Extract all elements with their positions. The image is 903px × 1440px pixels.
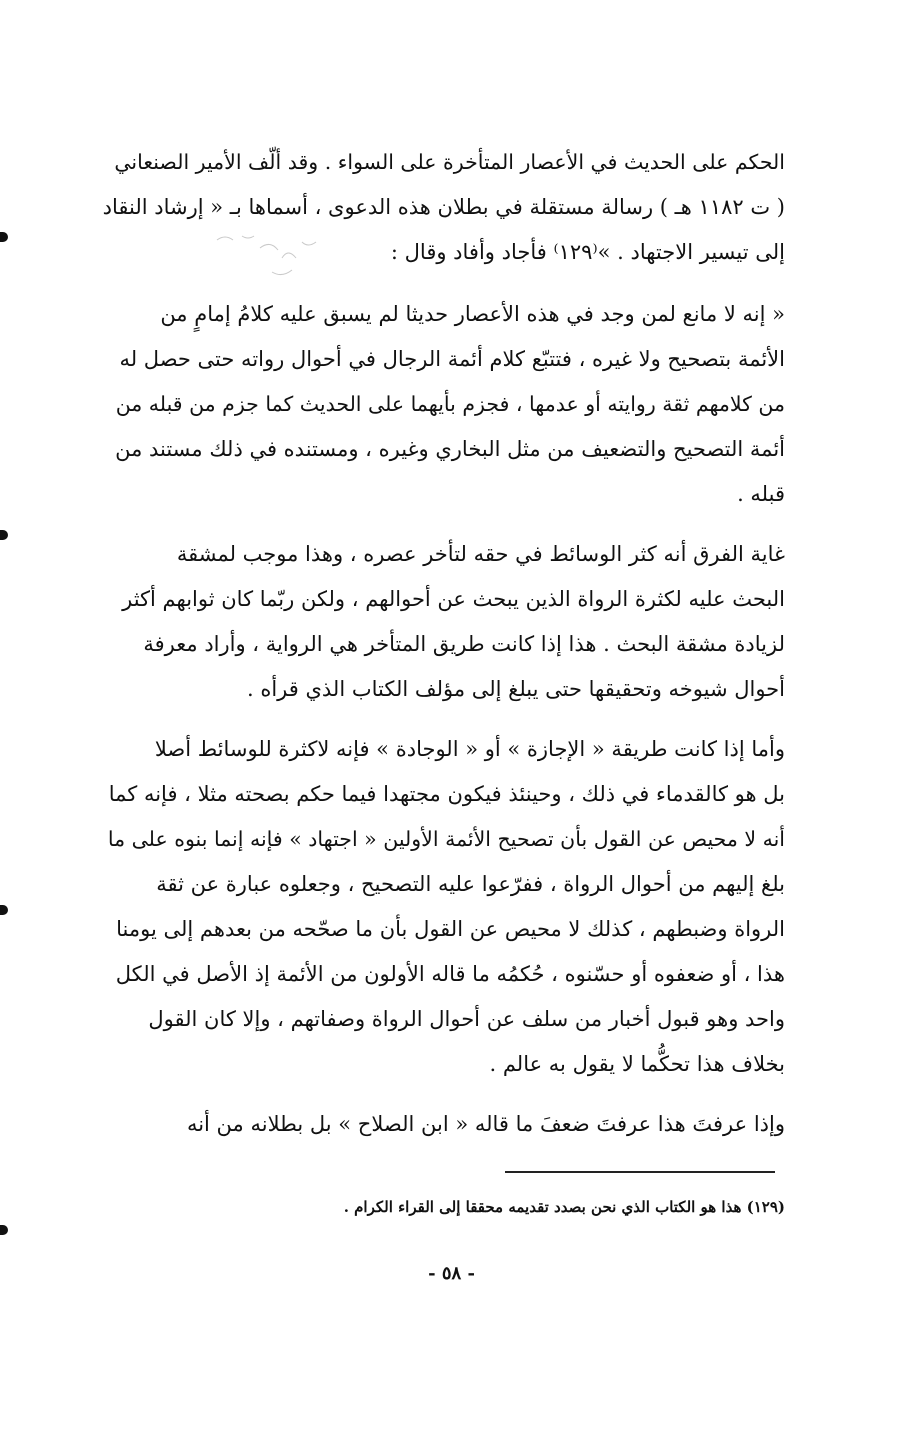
text-line: الحكم على الحديث في الأعصار المتأخرة على السواء . وقد ألّف الأمير الصنعاني bbox=[114, 150, 785, 174]
footnote: (١٢٩) هذا هو الكتاب الذي نحن بصدد تقديمه محققا إلى القراء الكرام . bbox=[343, 1198, 785, 1216]
text-line: لزيادة مشقة البحث . هذا إذا كانت طريق المتأخر هي الرواية ، وأراد معرفة bbox=[143, 632, 785, 656]
text-line: ( ت ١١٨٢ هـ ) رسالة مستقلة في بطلان هذه الدعوى ، أسماها بـ « إرشاد النقاد bbox=[102, 195, 785, 219]
text-line: أحوال شيوخه وتحقيقها حتى يبلغ إلى مؤلف الكتاب الذي قرأه . bbox=[246, 677, 785, 701]
text-line: « إنه لا مانع لمن وجد في هذه الأعصار حديثا لم يسبق عليه كلامُ إمامٍ من bbox=[160, 302, 785, 326]
edge-mark bbox=[0, 905, 8, 915]
text-line: الرواة وضبطهم ، كذلك لا محيص عن القول بأن ما صحّحه من بعدهم إلى يومنا bbox=[116, 917, 785, 941]
edge-mark bbox=[0, 530, 8, 540]
text-line: هذا ، أو ضعفوه أو حسّنوه ، حُكمُه ما قاله الأولون من الأئمة إذ الأصل في الكل bbox=[115, 962, 785, 986]
text-line: بخلاف هذا تحكُّما لا يقول به عالم . bbox=[489, 1052, 785, 1076]
text-line: الأئمة بتصحيح ولا غيره ، فتتبّع كلام أئمة الرجال في أحوال رواته حتى حصل له bbox=[119, 347, 785, 371]
text-line: أئمة التصحيح والتضعيف من مثل البخاري وغيره ، ومستنده في ذلك مستند من bbox=[115, 437, 785, 461]
paragraph-ijaza bbox=[100, 727, 785, 1087]
paragraph-quote bbox=[100, 292, 785, 517]
footnote-separator bbox=[505, 1171, 775, 1173]
edge-mark bbox=[0, 1225, 8, 1235]
text-line: غاية الفرق أنه كثر الوسائط في حقه لتأخر عصره ، وهذا موجب لمشقة bbox=[176, 542, 785, 566]
paragraph-conclusion bbox=[100, 1102, 785, 1147]
edge-mark bbox=[0, 232, 8, 242]
text-line: وإذا عرفتَ هذا عرفتَ ضعفَ ما قاله « ابن الصلاح » بل بطلانه من أنه bbox=[186, 1112, 785, 1136]
paragraph-difference bbox=[100, 532, 785, 712]
text-line: بلغ إليهم من أحوال الرواة ، ففرّعوا عليه التصحيح ، وجعلوه عبارة عن ثقة bbox=[156, 872, 785, 896]
paragraph-intro bbox=[100, 140, 785, 275]
text-line: واحد وهو قبول أخبار من سلف عن أحوال الرواة وصفاتهم ، وإلا كان القول bbox=[148, 1007, 785, 1031]
text-line: من كلامهم ثقة روايته أو عدمها ، فجزم بأيهما على الحديث كما جزم من قبله من bbox=[115, 392, 785, 416]
page-number: - ٥٨ - bbox=[428, 1263, 475, 1284]
text-line: البحث عليه لكثرة الرواة الذين يبحث عن أحوالهم ، ولكن ربّما كان ثوابهم أكثر bbox=[122, 587, 785, 611]
text-line: إلى تيسير الاجتهاد . »⁽١٢٩⁾ فأجاد وأفاد وقال : bbox=[390, 240, 785, 264]
text-line: أنه لا محيص عن القول بأن تصحيح الأئمة الأولين « اجتهاد » فإنه إنما بنوه على ما bbox=[107, 827, 785, 851]
text-line: قبله . bbox=[737, 482, 785, 506]
text-line: بل هو كالقدماء في ذلك ، وحينئذ فيكون مجتهدا فيما حكم بصحته مثلا ، فإنه كما bbox=[108, 782, 785, 806]
text-line: وأما إذا كانت طريقة « الإجازة » أو « الوجادة » فإنه لاكثرة للوسائط أصلا bbox=[154, 737, 785, 761]
